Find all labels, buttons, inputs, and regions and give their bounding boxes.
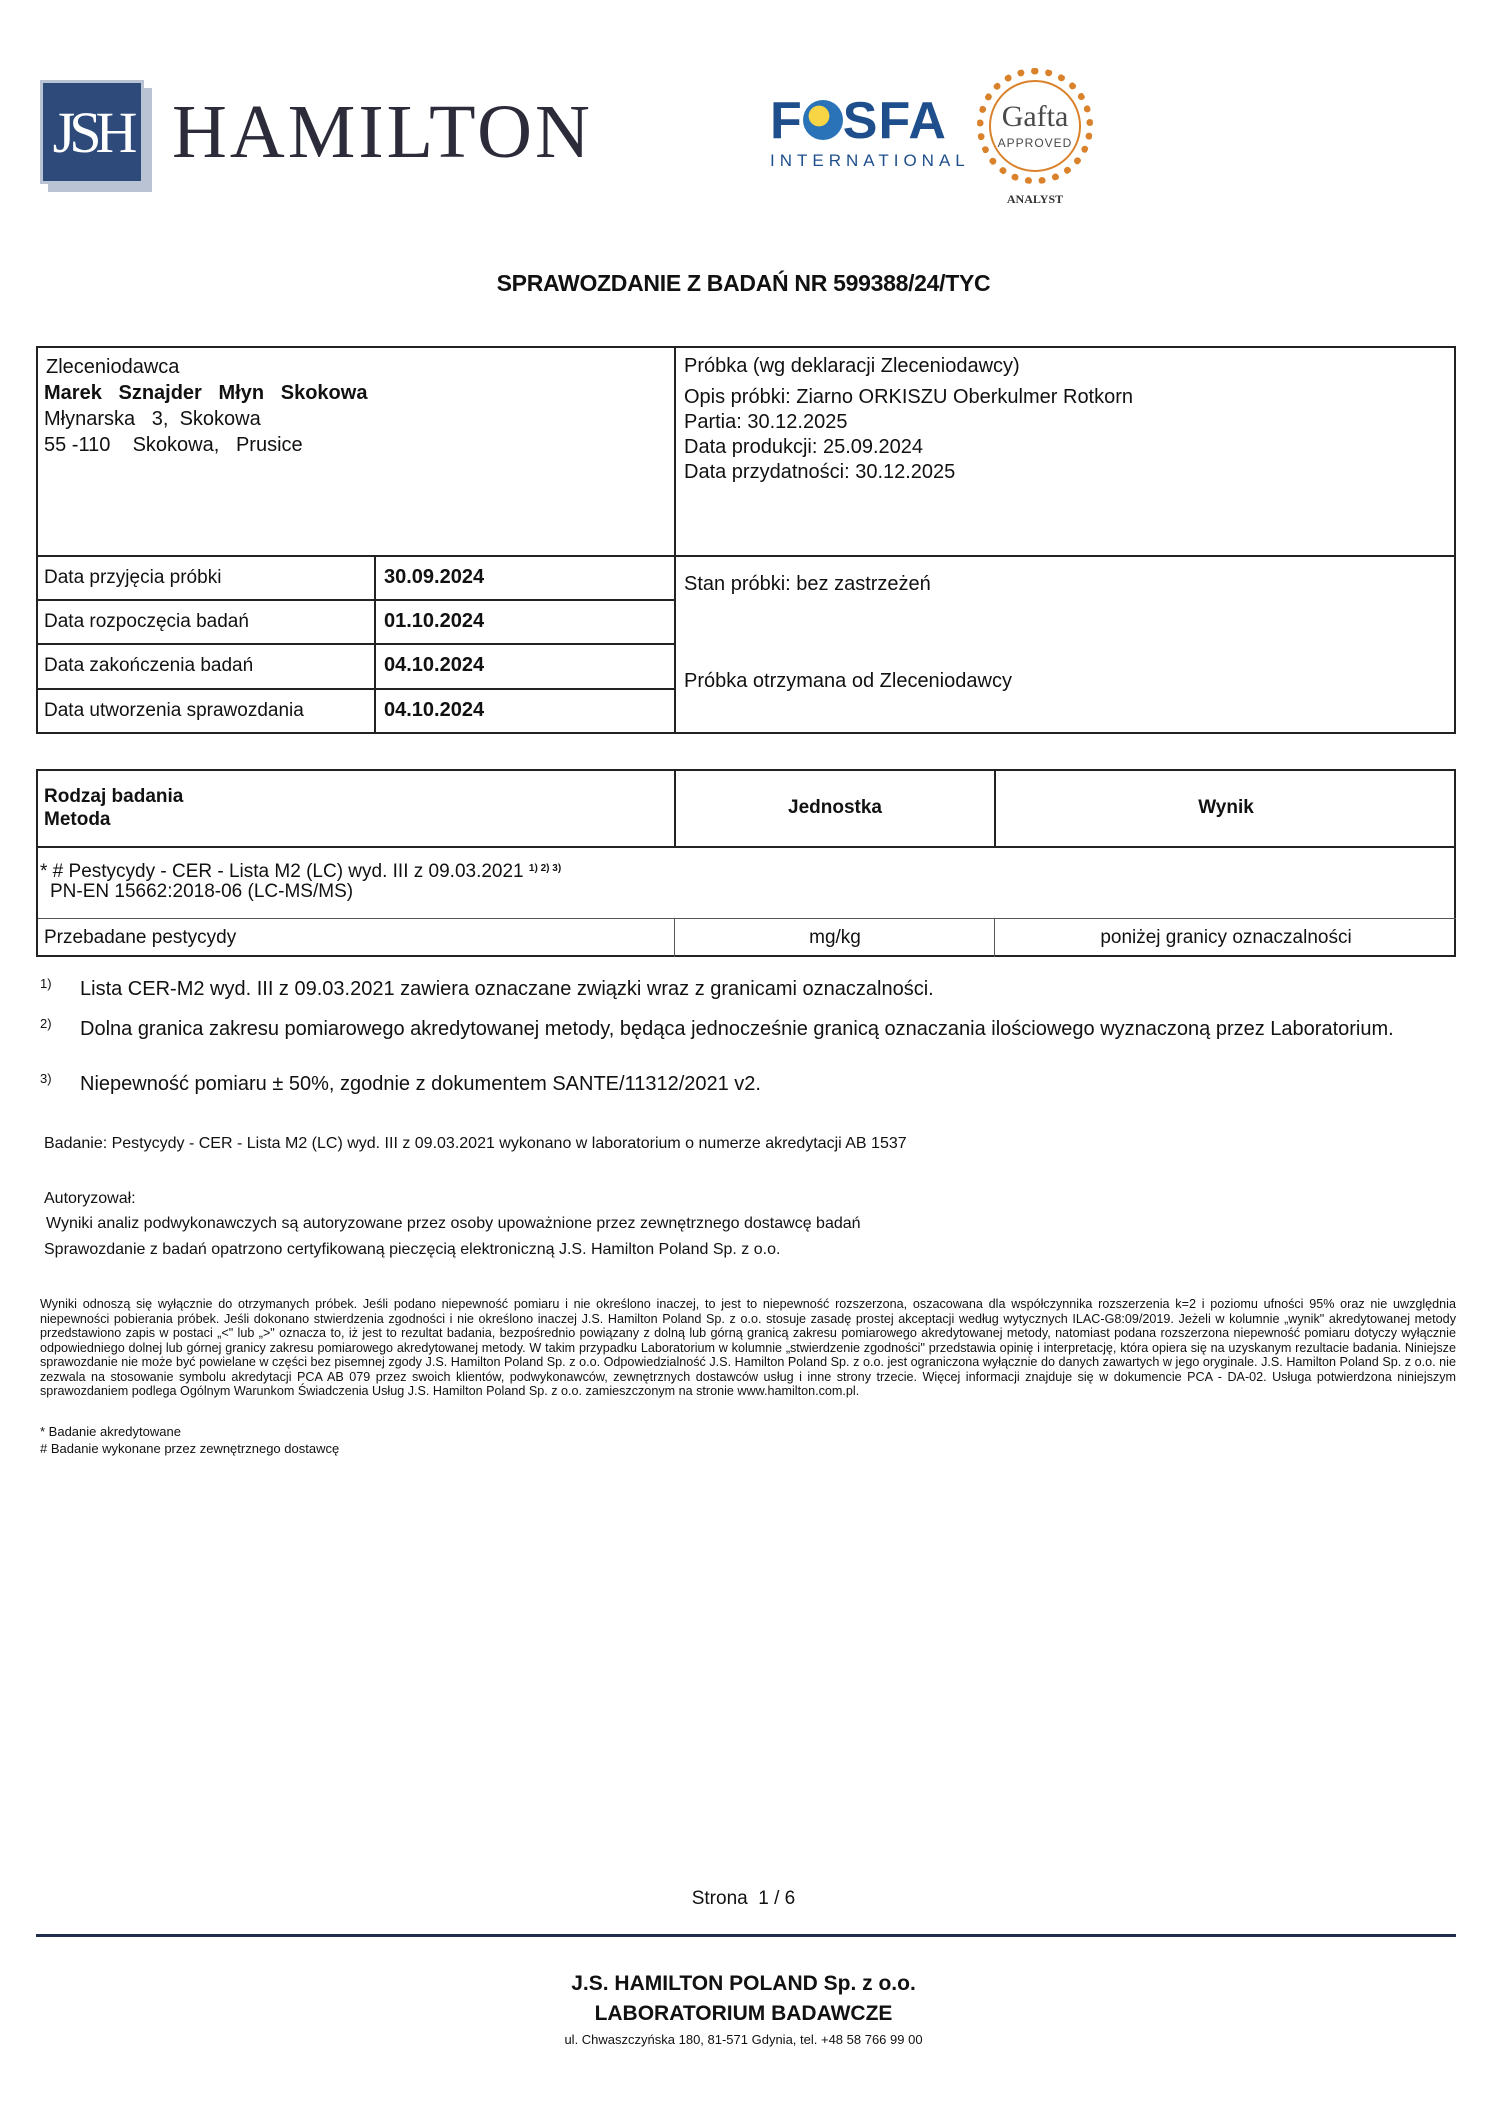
- date-label-created: Data utworzenia sprawozdania: [44, 700, 304, 721]
- client-name: Marek Sznajder Młyn Skokowa: [44, 382, 368, 404]
- sample-heading: Próbka (wg deklaracji Zleceniodawcy): [684, 355, 1020, 377]
- footer-address: ul. Chwaszczyńska 180, 81-571 Gdynia, tel. +48 58 766 99 00: [564, 2032, 923, 2047]
- authorization-heading: Autoryzował:: [44, 1190, 136, 1207]
- gafta-logo-word: Gafta: [1001, 100, 1069, 133]
- sample-expiry-date: Data przydatności: 30.12.2025: [684, 461, 956, 483]
- footer-rule: [36, 1934, 1456, 1937]
- legend-accredited: * Badanie akredytowane: [40, 1424, 181, 1439]
- page-number: Strona 1 / 6: [691, 1888, 796, 1909]
- test-name-text: * # Pestycydy - CER - Lista M2 (LC) wyd. III z 09.03.2021: [40, 861, 524, 882]
- hamilton-logo-mark: JSH: [40, 80, 144, 184]
- results-row-divider-1: [674, 918, 675, 957]
- dates-row-line-3: [38, 688, 674, 690]
- results-header-bottom: [38, 846, 1456, 848]
- gafta-logo-inner: [989, 80, 1081, 172]
- row-result: poniżej granicy oznaczalności: [1100, 927, 1352, 948]
- legend-external: # Badanie wykonane przez zewnętrznego dostawcę: [40, 1441, 340, 1456]
- fosfa-logo: [770, 92, 970, 175]
- dates-row-line-1: [38, 599, 674, 601]
- date-label-received: Data przyjęcia próbki: [44, 567, 222, 588]
- sample-description: Opis próbki: Ziarno ORKISZU Oberkulmer Rotkorn: [684, 386, 1134, 408]
- date-value-started: 01.10.2024: [384, 610, 485, 632]
- gafta-logo-approved: APPROVED: [997, 136, 1073, 150]
- info-box: [36, 346, 1456, 734]
- report-title: SPRAWOZDANIE Z BADAŃ NR 599388/24/TYC: [496, 270, 991, 296]
- test-method: PN-EN 15662:2018-06 (LC-MS/MS): [50, 881, 354, 902]
- fosfa-logo-word: [770, 92, 960, 150]
- footnote-1-text: Lista CER-M2 wyd. III z 09.03.2021 zawiera oznaczane związki wraz z granicami oznaczalności.: [80, 978, 934, 1000]
- sample-production-date: Data produkcji: 25.09.2024: [684, 436, 924, 458]
- sample-batch: Partia: 30.12.2025: [684, 411, 848, 433]
- footnote-1-number: 1): [40, 976, 52, 991]
- results-row-line: [38, 918, 1456, 919]
- date-value-finished: 04.10.2024: [384, 654, 485, 676]
- col-method: Metoda: [44, 809, 111, 830]
- col-unit: Jednostka: [788, 797, 882, 818]
- date-label-finished: Data zakończenia badań: [44, 655, 254, 676]
- col-result: Wynik: [1198, 797, 1254, 818]
- client-address-1: Młynarska 3, Skokowa: [44, 408, 261, 430]
- footnote-2-text: Dolna granica zakresu pomiarowego akredytowanej metody, będąca jednocześnie granicą oznaczania ilościowego wyznaczoną przez Laboratorium.: [80, 1018, 1394, 1040]
- authorization-line-1: Wyniki analiz podwykonawczych są autoryzowane przez osoby upoważnione przez zewnętrznego dostawcę badań: [46, 1215, 861, 1232]
- footnote-3-text: Niepewność pomiaru ± 50%, zgodnie z dokumentem SANTE/11312/2021 v2.: [80, 1073, 761, 1095]
- fosfa-logo-sfa: SFA: [842, 92, 947, 150]
- footnote-3-number: 3): [40, 1071, 52, 1086]
- hamilton-logo-word: HAMILTON: [172, 90, 593, 174]
- footer-company: J.S. HAMILTON POLAND Sp. z o.o.: [571, 1972, 916, 1995]
- row-name: Przebadane pestycydy: [44, 927, 237, 948]
- gafta-logo-analyst: ANALYST: [1006, 192, 1064, 206]
- client-address-2: 55 -110 Skokowa, Prusice: [44, 434, 303, 456]
- disclaimer: Wyniki odnoszą się wyłącznie do otrzymanych próbek. Jeśli podano niepewność pomiaru i nie określono inaczej, to jest to niepewność rozszerzona, oszacowana dla współczynnika rozszerzenia k=2 i poziomu ufności 95% oraz nie uwzględnia niepewności pobierania próbek. Jeśli dokonano stwierdzenia zgodności i nie określono inaczej J.S. Hamilton Poland Sp. z o.o. stosuje zasadę prostej akceptacji według wytycznych ILAC-G8:09/2019. Jeżeli w kolumnie „wynik" akredytowanej metody przedstawiono zapis w postaci „<" lub „>" oznacza to, iż jest to rezultat badania, bezpośrednio powiązany z dolną lub górną granicą zakresu pomiarowego akredytowanej metody, natomiast podana rozszerzona niepewność pomiaru dotyczy wyłącznie odpowiedniego dolnej lub górnej granicy zakresu pomiarowego akredytowanej metody. W takim przypadku Laboratorium w kolumnie „stwierdzenie zgodności" przedstawia opinię i interpretację, która opiera się na uzyskanym rezultacie badania. Niniejsze sprawozdanie nie może być powielane w części bez pisemnej zgody J.S. Hamilton Poland Sp. z o.o. Odpowiedzialność J.S. Hamilton Poland Sp. z o.o. jest ograniczona wyłącznie do danych zawartych w jego oryginale. J.S. Hamilton Poland Sp. z o.o. nie zezwala na stosowanie symbolu akredytacji PCA AB 079 przez swoich klientów, podwykonawców, zewnętrznych dostawców usług i inne strony trzecie. Więcej informacji znajduje się w dokumencie PCA - DA-02. Usługa potwierdzona niniejszym sprawozdaniem podlega Ogólnym Warunkom Świadczenia Usług J.S. Hamilton Poland Sp. z o.o. zamieszczonym na stronie www.hamilton.com.pl.: [40, 1297, 1456, 1398]
- row-unit: mg/kg: [809, 927, 861, 948]
- footer-lab: LABORATORIUM BADAWCZE: [594, 2002, 893, 2025]
- globe-icon: [803, 100, 843, 140]
- authorization-line-2: Sprawozdanie z badań opatrzono certyfikowaną pieczęcią elektroniczną J.S. Hamilton Poland Sp. z o.o.: [44, 1241, 781, 1258]
- dates-row-line-2: [38, 643, 674, 645]
- gafta-logo: [975, 68, 1095, 208]
- footnote-2-number: 2): [40, 1016, 52, 1031]
- date-label-started: Data rozpoczęcia badań: [44, 611, 249, 632]
- results-row-divider-2: [994, 918, 995, 957]
- sample-state: Stan próbki: bez zastrzeżeń: [684, 573, 931, 595]
- accreditation-note: Badanie: Pestycydy - CER - Lista M2 (LC) wyd. III z 09.03.2021 wykonano w laboratorium o numerze akredytacji AB 1537: [44, 1135, 907, 1152]
- info-divider-vertical: [674, 348, 676, 734]
- test-name-refs: 1) 2) 3): [528, 863, 562, 874]
- fosfa-logo-sub: INTERNATIONAL: [770, 151, 970, 170]
- date-value-received: 30.09.2024: [384, 566, 485, 588]
- results-table: [36, 769, 1456, 957]
- date-value-created: 04.10.2024: [384, 699, 485, 721]
- hamilton-logo: [40, 80, 600, 190]
- info-divider-horizontal: [38, 555, 1456, 557]
- sample-source: Próbka otrzymana od Zleceniodawcy: [684, 670, 1012, 692]
- fosfa-logo-f: F: [770, 92, 803, 150]
- col-test-type: Rodzaj badania: [44, 786, 184, 807]
- client-heading: Zleceniodawca: [46, 356, 180, 378]
